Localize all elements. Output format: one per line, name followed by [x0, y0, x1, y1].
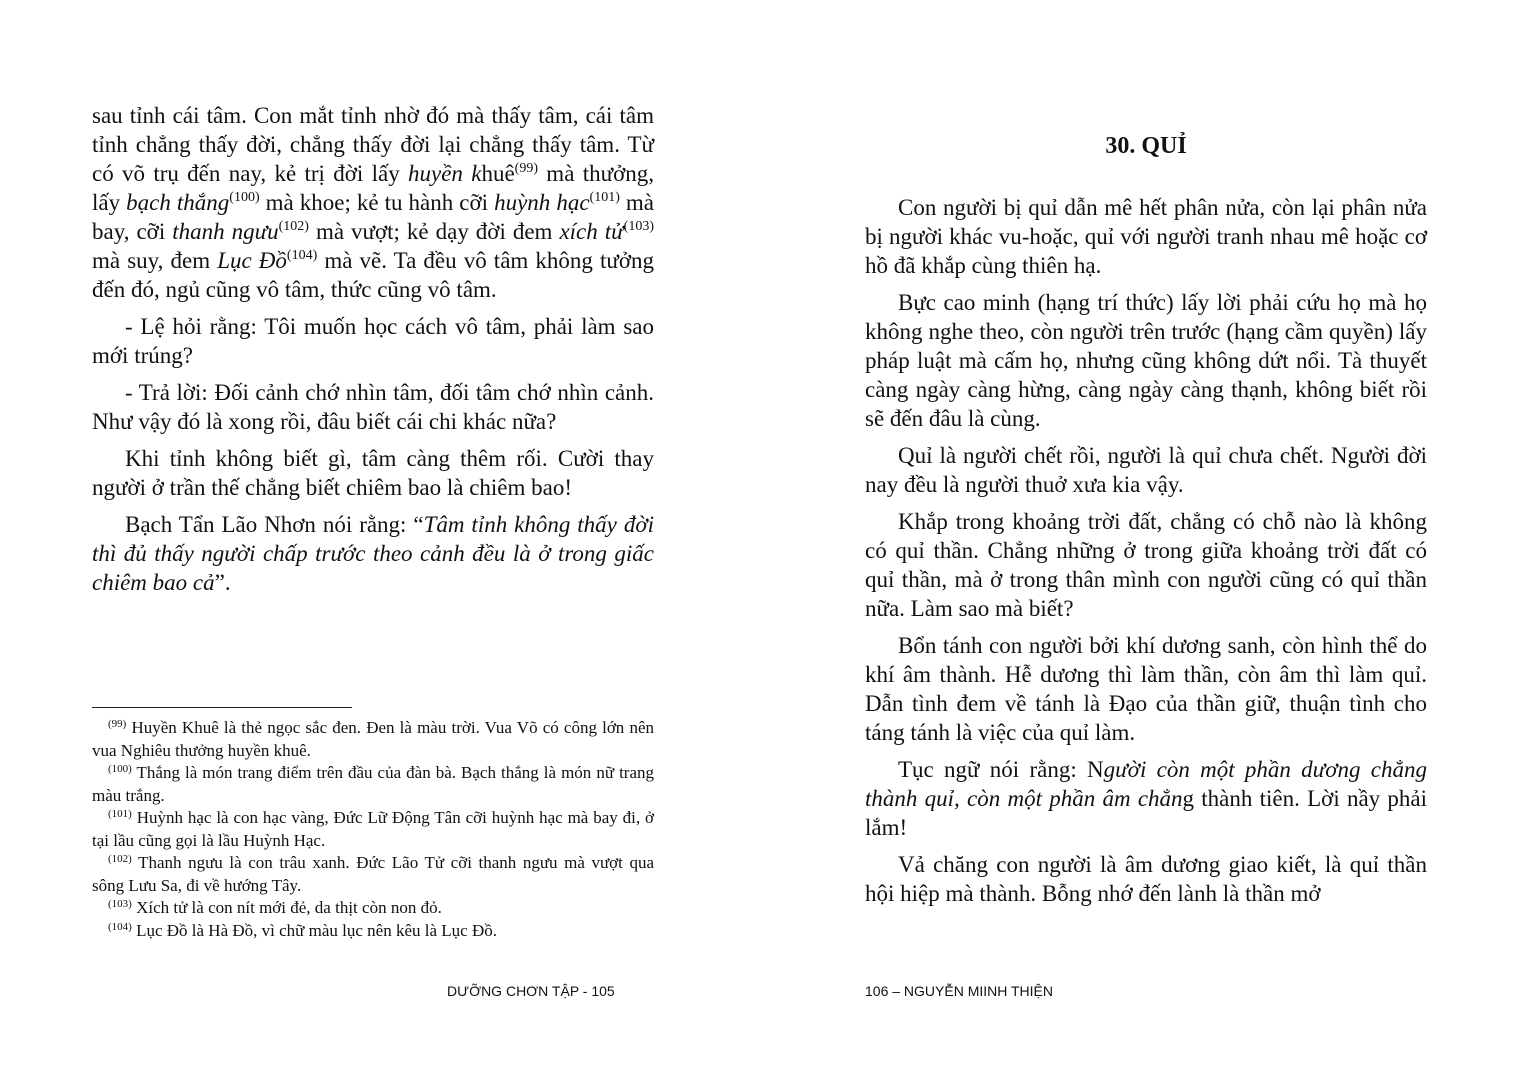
footnote-reference: (104) [286, 248, 318, 263]
text-run: mà bay, cỡi [92, 190, 655, 244]
footnote [92, 807, 654, 852]
footnote-number: (100) [108, 763, 132, 775]
text-run: mà vẽ. Ta đều vô tâm không tưởng đến đó, ngủ cũng vô tâm, thức cũng vô tâm. [92, 248, 654, 302]
body-paragraph [865, 850, 1427, 908]
footnote-number: (102) [108, 853, 132, 865]
body-paragraph [865, 755, 1427, 842]
footnote-text: Thanh ngưu là con trâu xanh. Đức Lão Tử cỡi thanh ngưu mà vượt qua sông Lưu Sa, đi về hướng Tây. [92, 853, 654, 895]
text-run: Tâm tỉnh không thấy đời thì đủ thấy người chấp trước theo cảnh đều là ở trong giấc chiêm bao cả [92, 512, 654, 595]
text-run: Tục ngữ nói rằng: N [898, 757, 1104, 782]
text-run: sau tỉnh cái tâm. Con mắt tỉnh nhờ đó mà thấy tâm, cái tâm tỉnh chẳng thấy đời, chẳng thấy đời lại chẳng thấy tâm. Từ có võ trụ đến nay, kẻ trị đời lấy [92, 103, 654, 186]
text-run: g thành tiên. Lời nầy phải lắm! [865, 786, 1427, 840]
footnote-number: (99) [108, 718, 127, 730]
text-run: Bổn tánh con người bởi khí dương sanh, còn hình thể do khí âm thành. Hễ dương thì làm thần, còn âm thì làm quỉ. Dẫn tình đem về tánh là Đạo của thần giữ, thuận tình cho táng tánh là việc của quỉ làm. [865, 633, 1427, 745]
text-run: bạch thắng [126, 190, 230, 215]
left-page [92, 0, 654, 1076]
footnote-text: Xích tử là con nít mới đẻ, da thịt còn non đỏ. [131, 898, 442, 917]
footnote-number: (101) [108, 808, 132, 820]
footnote-reference: (101) [589, 190, 620, 205]
left-page-footer: DƯỠNG CHƠN TẬP - 105 [447, 983, 615, 999]
text-run: Bực cao minh (hạng trí thức) lấy lời phải cứu họ mà họ không nghe theo, còn người trên trước (hạng cầm quyền) lấy pháp luật mà cấm họ, nhưng cũng không dứt nổi. Tà thuyết càng ngày càng hừng, càng ngày càng thạnh, không biết rồi sẽ đến đâu là cùng. [865, 290, 1427, 431]
right-page-footer: 106 – NGUYỄN MIINH THIỆN [865, 983, 1054, 999]
footnotes [92, 717, 654, 942]
left-page-body [92, 101, 654, 605]
footnote-text: Huỳnh hạc là con hạc vàng, Đức Lữ Động Tân cỡi huỳnh hạc mà bay đi, ở tại lầu cũng gọi là lầu Huỳnh Hạc. [92, 808, 654, 850]
footnote-text: Thắng là món trang điểm trên đầu của đàn bà. Bạch thắng là món nữ trang màu trắng. [92, 763, 654, 805]
footnote-text: Lục Đồ là Hà Đồ, vì chữ màu lục nên kêu là Lục Đồ. [131, 920, 497, 940]
text-run: Vả chăng con người là âm dương giao kiết, là quỉ thần hội hiệp mà thành. Bỗng nhớ đến lành là thần mở [865, 852, 1427, 906]
body-paragraph [92, 378, 654, 436]
text-run: gười còn một phần dương chẳng thành quỉ, còn một phần âm chẳn [865, 757, 1427, 811]
text-run: huê [481, 161, 515, 186]
footnote [92, 717, 654, 762]
text-run: mà vượt; kẻ dạy đời đem [308, 219, 560, 244]
footnote-reference: (102) [278, 219, 309, 234]
footnote [92, 762, 654, 807]
text-run: mà suy, đem [92, 248, 218, 273]
footnote-number: (104) [108, 920, 132, 933]
text-run: huỳnh hạc [494, 190, 590, 215]
right-page-body [865, 193, 1427, 916]
text-run: - Trả lời: Đối cảnh chớ nhìn tâm, đối tâm chớ nhìn cảnh. Như vậy đó là xong rồi, đâu biết cái chi khác nữa? [92, 380, 654, 434]
body-paragraph [92, 444, 654, 502]
text-run: Khắp trong khoảng trời đất, chẳng có chỗ nào là không có quỉ thần. Chẳng những ở trong giữa khoảng trời đất có quỉ thần, mà ở trong thân mình con người cũng có quỉ thần nữa. Làm sao mà biết? [865, 509, 1427, 621]
text-run: Khi tỉnh không biết gì, tâm càng thêm rối. Cười thay người ở trần thế chẳng biết chiêm bao là chiêm bao! [92, 446, 654, 500]
text-run: Quỉ là người chết rồi, người là quỉ chưa chết. Người đời nay đều là người thuở xưa kia vậy. [865, 443, 1427, 497]
text-run: Con người bị quỉ dẫn mê hết phân nửa, còn lại phân nửa bị người khác vu-hoặc, quỉ với người tranh nhau mê hoặc cơ hồ đã khắp cùng thiên hạ. [865, 195, 1427, 278]
footnote-reference: (103) [623, 219, 654, 234]
body-paragraph [865, 507, 1427, 623]
text-run: xích tử [559, 219, 624, 244]
body-paragraph [865, 441, 1427, 499]
footnote-number: (103) [108, 898, 132, 910]
text-run: huyền k [408, 161, 482, 186]
text-run: ”. [214, 570, 231, 595]
right-page [865, 0, 1427, 1076]
footnote-reference: (100) [229, 190, 260, 205]
body-paragraph [865, 631, 1427, 747]
chapter-title: 30. QUỈ [1105, 133, 1187, 159]
body-paragraph [92, 312, 654, 370]
text-run: - Lệ hỏi rằng: Tôi muốn học cách vô tâm, phải làm sao mới trúng? [92, 314, 654, 368]
text-run: mà thưởng, lấy [92, 161, 654, 215]
footnote [92, 852, 654, 897]
body-paragraph [92, 101, 654, 304]
footnote-reference: (99) [514, 161, 538, 176]
footnote-text: Huyền Khuê là thẻ ngọc sắc đen. Đen là màu trời. Vua Võ có công lớn nên vua Nghiêu thưởng huyền khuê. [92, 718, 654, 760]
body-paragraph [92, 510, 654, 597]
footnote-divider [92, 707, 352, 708]
text-run: Bạch Tẩn Lão Nhơn nói rằng: “ [125, 512, 424, 537]
text-run: Lục Đồ [217, 248, 287, 273]
footnote [92, 897, 654, 920]
text-run: mà khoe; kẻ tu hành cỡi [259, 190, 495, 215]
text-run: thanh ngưu [172, 219, 279, 244]
body-paragraph [865, 193, 1427, 280]
body-paragraph [865, 288, 1427, 433]
footnote [92, 920, 654, 943]
